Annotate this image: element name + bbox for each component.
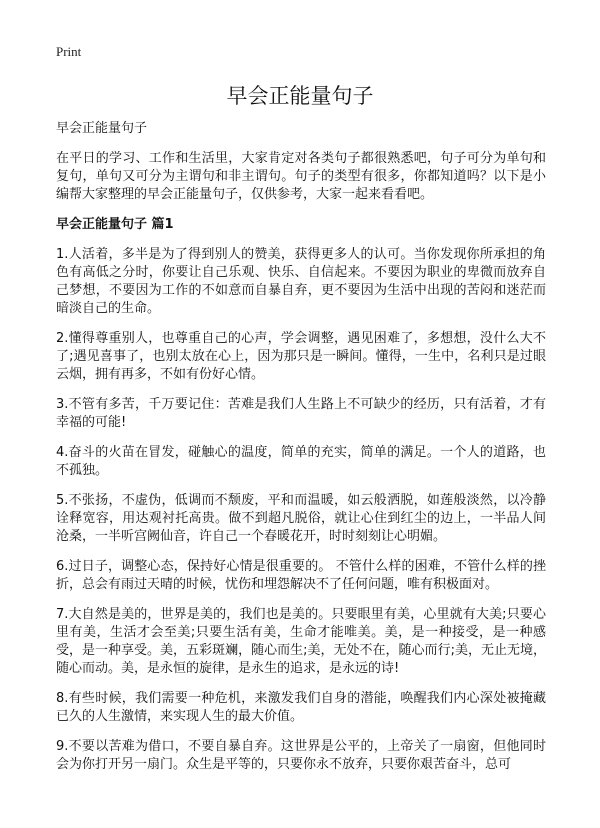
sentence-paragraph: 7.大自然是美的，世界是美的，我们也是美的。只要眼里有美，心里就有大美;只要心里有美，生活才会至美;只要生活有美，生命才能唯美。美，是一种接受，是一种感受，是一种享受。美，五彩斑斓，随心而生;美，无处不在，随心而行;美，无止无境，随心而动。美，是永恒的旋律，是永生的追求，是永远的诗! (56, 607, 546, 676)
sentence-paragraph: 6.过日子，调整心态，保持好心情是很重要的。 不管什么样的困难，不管什么样的挫折，总会有雨过天晴的时候，忧伤和埋怨解决不了任何问题，唯有积极面对。 (56, 559, 546, 592)
intro-paragraph: 在平日的学习、工作和生活里，大家肯定对各类句子都很熟悉吧，句子可分为单句和复句，单句又可分为主谓句和非主谓句。句子的类型有很多，你都知道吗？以下是小编帮大家整理的早会正能量句子，仅供参考，大家一起来看看吧。 (56, 151, 546, 202)
sentence-paragraph: 8.有些时候，我们需要一种危机，来激发我们自身的潜能，唤醒我们内心深处被掩藏已久的人生激情，来实现人生的最大价值。 (56, 691, 546, 724)
sentence-paragraph: 1.人活着，多半是为了得到别人的赞美，获得更多人的认可。当你发现你所承担的角色有高低之分时，你要让自己乐观、快乐、自信起来。不要因为职业的卑微而放弃自己梦想，不要因为工作的不如意而自暴自弃，更不要因为生活中出现的苦闷和迷茫而暗淡自己的生命。 (56, 247, 546, 316)
section-heading: 早会正能量句子 篇1 (56, 217, 174, 232)
page-title: 早会正能量句子 (226, 84, 374, 108)
sentence-paragraph: 9.不要以苦难为借口，不要自暴自弃。这世界是公平的，上帝关了一扇窗，但他同时会为你打开另一扇门。众生是平等的，只要你永不放弃，只要你艰苦奋斗，总可 (56, 739, 546, 772)
sentence-paragraph: 3.不管有多苦，千万要记住：苦难是我们人生路上不可缺少的经历，只有活着，才有幸福的可能! (56, 397, 546, 430)
print-link[interactable]: Print (56, 44, 82, 59)
sentence-paragraph: 5.不张扬，不虚伪，低调而不颓废，平和而温暖，如云般洒脱，如莲般淡然，以冷静诠释宽容，用达观衬托高贵。做不到超凡脱俗，就让心住到红尘的边上，一半品人间沧桑，一半听宫阙仙音，许自己一个春暖花开，时时刻刻让心明媚。 (56, 493, 546, 544)
article-body (56, 120, 546, 786)
article-subtitle: 早会正能量句子 (56, 121, 148, 136)
sentence-paragraph: 2.懂得尊重别人，也尊重自己的心声，学会调整，遇见困难了，多想想，没什么大不了;遇见喜事了，也别太放在心上，因为那只是一瞬间。懂得，一生中，名利只是过眼云烟，拥有再多，不如有份好心情。 (56, 331, 546, 382)
sentence-paragraph: 4.奋斗的火苗在冒发，碰触心的温度，简单的充实，简单的满足。一个人的道路，也不孤独。 (56, 445, 546, 478)
